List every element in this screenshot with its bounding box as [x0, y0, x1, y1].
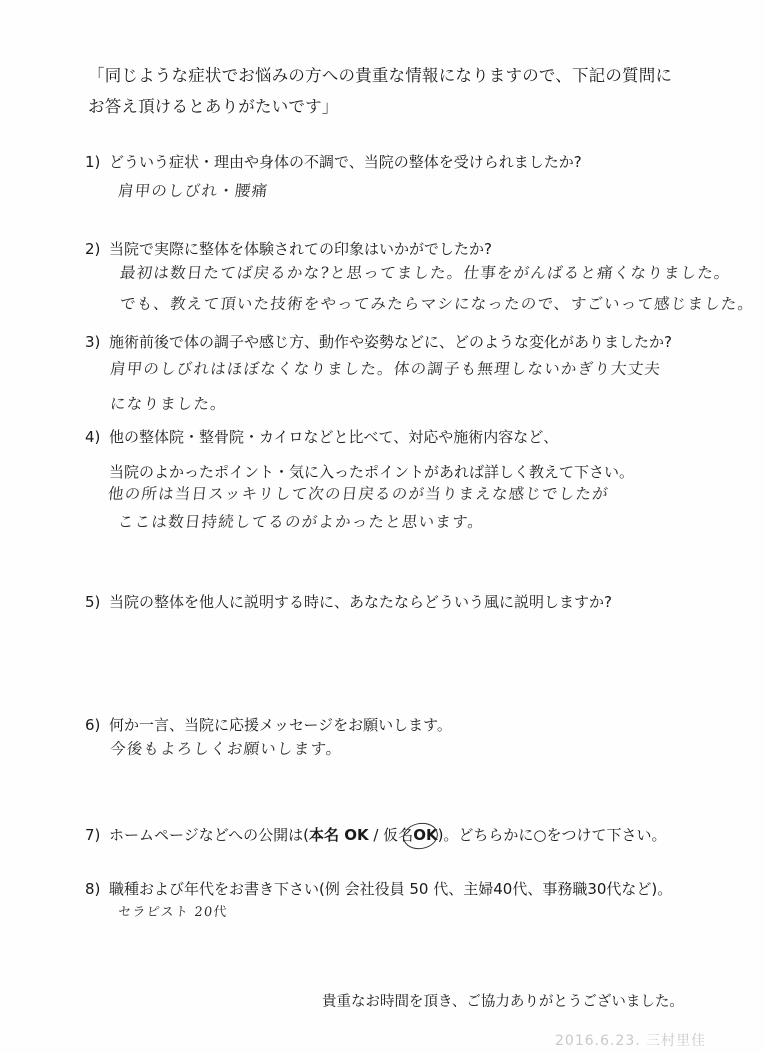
- answer-8-line-1: セラピスト 20代: [117, 905, 229, 920]
- question-text-end: )。どちらかに○をつけて下さい。: [437, 826, 667, 844]
- question-text: どういう症状・理由や身体の不調で、当院の整体を受けられましたか?: [109, 153, 582, 171]
- option-separator: /: [368, 826, 384, 844]
- answer-2-line-1: 最初は数日たてば戻るかな?と思ってました。仕事をがんばると痛くなりました。: [119, 264, 732, 282]
- question-number: 7): [85, 826, 101, 844]
- intro-line-2: お答え頂けるとありがたいです」: [88, 97, 339, 116]
- answer-3-line-2: になりました。: [109, 395, 228, 413]
- answer-4-line-2: ここは数日持続してるのがよかったと思います。: [117, 513, 486, 531]
- question-text: 職種および年代をお書き下さい(例 会社役員 50 代、主婦40代、事務職30代など)。: [109, 880, 673, 898]
- question-number: 6): [85, 716, 101, 734]
- question-number: 1): [85, 153, 101, 171]
- hand-drawn-circle-mark: [401, 820, 440, 852]
- question-7: [85, 826, 667, 844]
- question-text: 他の整体院・整骨院・カイロなどと比べて、対応や施術内容など、: [109, 428, 559, 446]
- question-number: 3): [85, 333, 101, 351]
- answer-3-line-1: 肩甲のしびれはほぼなくなりました。体の調子も無理しないかぎり大丈夫: [109, 360, 663, 378]
- question-3: [85, 333, 672, 351]
- question-1: [85, 153, 582, 171]
- faint-date-signature: 2016.6.23. 三村里佳: [555, 1033, 707, 1049]
- answer-4-line-1: 他の所は当日スッキリして次の日戻るのが当りまえな感じでしたが: [107, 485, 610, 503]
- question-text: 当院で実際に整体を体験されての印象はいかがでしたか?: [109, 240, 492, 258]
- real-name-ok-option: 本名 OK: [308, 826, 369, 844]
- question-5: [85, 593, 612, 611]
- pseudonym-option-label: 仮名: [383, 826, 414, 844]
- question-number: 8): [85, 880, 101, 898]
- question-8: [85, 880, 672, 898]
- intro-line-1: 「同じような症状でお悩みの方への貴重な情報になりますので、下記の質問に: [88, 66, 673, 85]
- answer-1-line-1: 肩甲のしびれ・腰痛: [117, 182, 270, 200]
- closing-message: 貴重なお時間を頂き、ご協力ありがとうございました。: [322, 994, 684, 1010]
- question-4-line-2: 当院のよかったポイント・気に入ったポイントがあれば詳しく教えて下さい。: [109, 463, 635, 481]
- question-number: 4): [85, 428, 101, 446]
- question-2: [85, 240, 492, 258]
- pseudonym-ok-option: OK: [413, 826, 438, 844]
- answer-2-line-2: でも、教えて頂いた技術をやってみたらマシになったので、すごいって感じました。: [119, 295, 756, 313]
- answer-6-line-1: 今後もよろしくお願いします。: [109, 740, 344, 758]
- question-text: 何か一言、当院に応援メッセージをお願いします。: [109, 716, 452, 734]
- question-text: 当院の整体を他人に説明する時に、あなたならどういう風に説明しますか?: [109, 593, 612, 611]
- question-number: 2): [85, 240, 101, 258]
- question-number: 5): [85, 593, 101, 611]
- question-text: ホームページなどへの公開は(: [109, 826, 309, 844]
- question-6: [85, 716, 452, 734]
- question-text: 施術前後で体の調子や感じ方、動作や姿勢などに、どのような変化がありましたか?: [109, 333, 672, 351]
- question-4: [85, 428, 558, 446]
